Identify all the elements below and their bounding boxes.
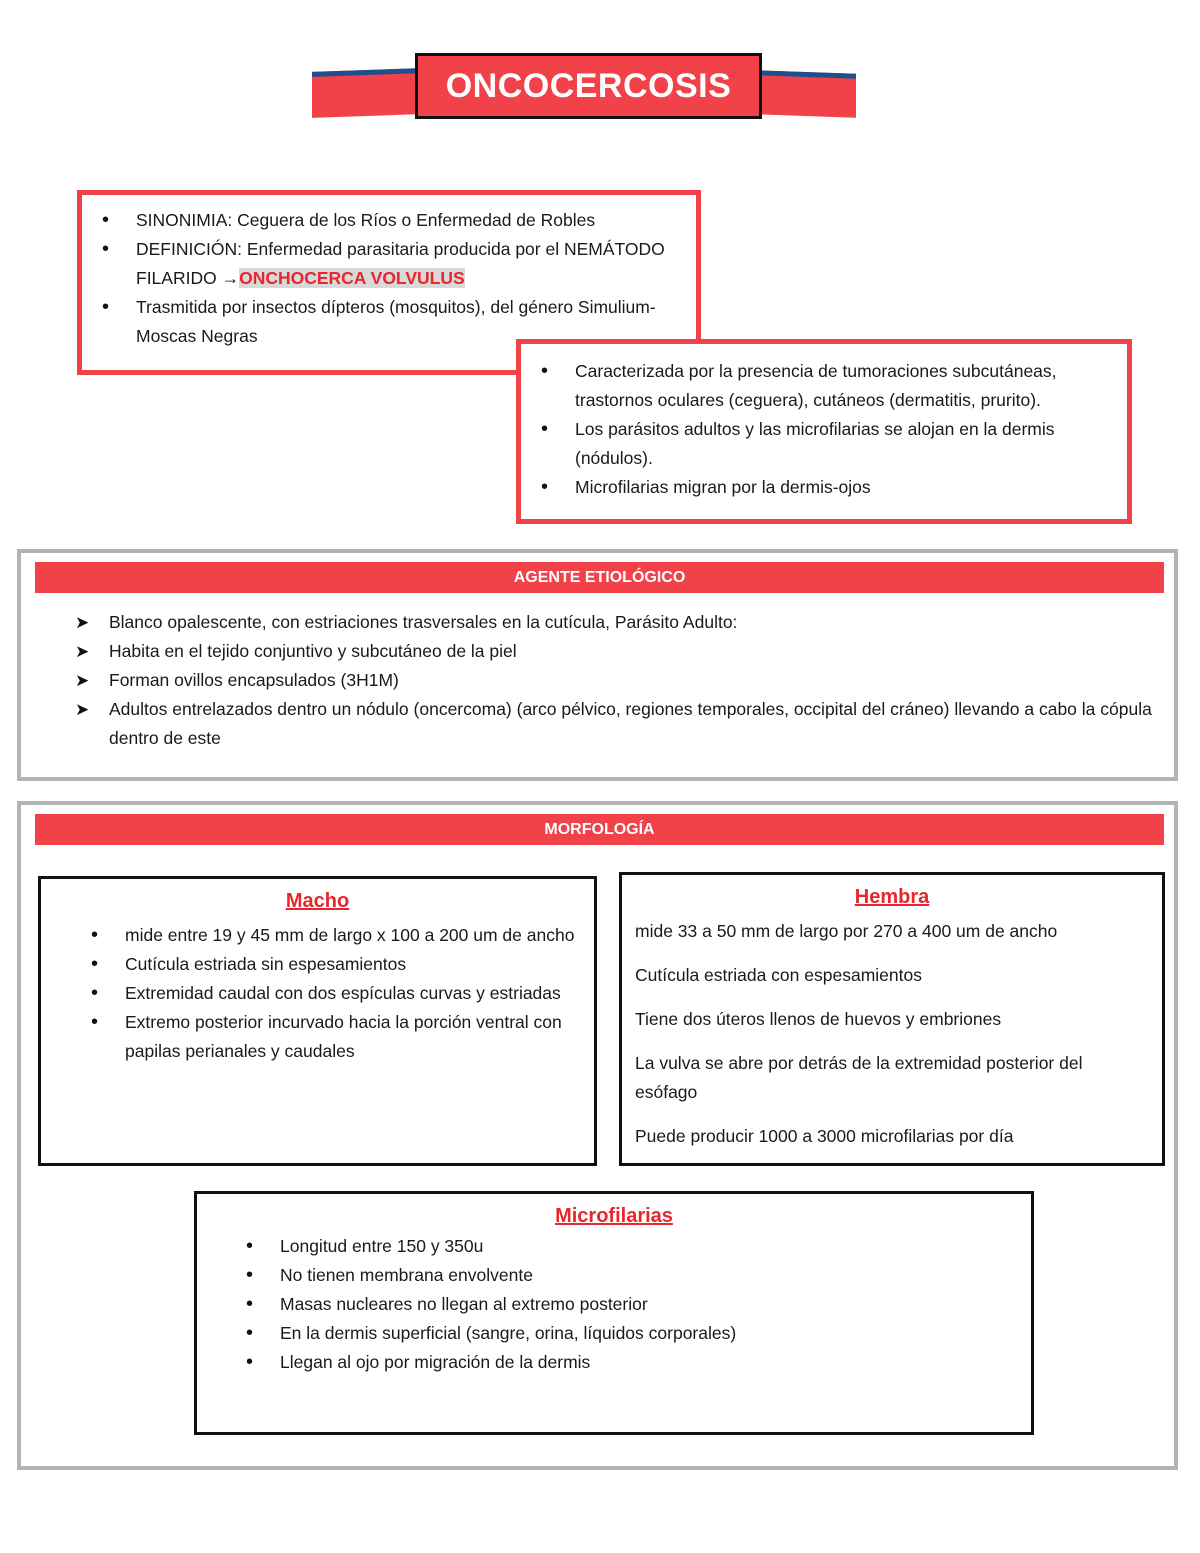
sinonimia-item: • SINONIMIA: Ceguera de los Ríos o Enfermedad de Robles — [92, 206, 686, 235]
agente-heading: AGENTE ETIOLÓGICO — [35, 562, 1164, 593]
list-item: • Extremidad caudal con dos espículas curvas y estriadas — [81, 979, 580, 1008]
list-item: • Longitud entre 150 y 350u — [236, 1232, 1031, 1261]
list-item: • Cutícula estriada sin espesamientos — [81, 950, 580, 979]
list-item: • Llegan al ojo por migración de la dermis — [236, 1348, 1031, 1377]
list-item: ➤ Blanco opalescente, con estriaciones trasversales en la cutícula, Parásito Adulto: — [73, 608, 1163, 637]
caracteristicas-box — [516, 339, 1132, 524]
hembra-box — [619, 872, 1165, 1166]
morfologia-section — [17, 801, 1178, 1470]
macho-list — [81, 921, 580, 1066]
morfologia-heading: MORFOLOGÍA — [35, 814, 1164, 845]
list-item: • mide entre 19 y 45 mm de largo x 100 a 200 um de ancho — [81, 921, 580, 950]
list-item: ➤ Forman ovillos encapsulados (3H1M) — [73, 666, 1163, 695]
macho-box — [38, 876, 597, 1166]
microfilarias-box — [194, 1191, 1034, 1435]
agente-etiologico-section — [17, 549, 1178, 781]
agente-list — [73, 608, 1163, 753]
intro-list — [92, 206, 686, 351]
caracteristicas-list — [531, 357, 1117, 502]
microfilarias-list — [236, 1232, 1031, 1377]
species-highlight: ONCHOCERCA VOLVULUS — [239, 268, 465, 288]
list-item: • Masas nucleares no llegan al extremo posterior — [236, 1290, 1031, 1319]
list-item: • No tienen membrana envolvente — [236, 1261, 1031, 1290]
arrow-right-icon: → — [221, 268, 240, 288]
list-item: Cutícula estriada con espesamientos — [635, 965, 922, 985]
page-title: ONCOCERCOSIS — [415, 53, 762, 119]
list-item: La vulva se abre por detrás de la extremidad posterior del esófago — [635, 1053, 1083, 1102]
hembra-list — [622, 917, 1162, 1151]
list-item: • Caracterizada por la presencia de tumoraciones subcutáneas, trastornos oculares (ceguera), cutáneos (dermatitis, prurito). — [531, 357, 1117, 415]
list-item: • En la dermis superficial (sangre, orina, líquidos corporales) — [236, 1319, 1031, 1348]
list-item: ➤ Adultos entrelazados dentro un nódulo (oncercoma) (arco pélvico, regiones temporales, occipital del cráneo) llevando a cabo la cópula dentro de este — [73, 695, 1163, 753]
hembra-title: Hembra — [854, 886, 930, 908]
title-ribbon-left — [312, 68, 420, 118]
list-item: ➤ Habita en el tejido conjuntivo y subcutáneo de la piel — [73, 637, 1163, 666]
list-item: mide 33 a 50 mm de largo por 270 a 400 um de ancho — [635, 921, 1058, 941]
list-item: • Extremo posterior incurvado hacia la porción ventral con papilas perianales y caudales — [81, 1008, 580, 1066]
list-item: Tiene dos úteros llenos de huevos y embriones — [635, 1009, 1002, 1029]
list-item: Puede producir 1000 a 3000 microfilarias por día — [635, 1126, 1014, 1146]
microfilarias-title: Microfilarias — [555, 1205, 673, 1227]
list-item: • Los parásitos adultos y las microfilarias se alojan en la dermis (nódulos). — [531, 415, 1117, 473]
title-ribbon-right — [756, 70, 856, 117]
trasmision-item: • Trasmitida por insectos dípteros (mosquitos), del género Simulium-Moscas Negras — [92, 293, 686, 351]
macho-title: Macho — [285, 890, 350, 912]
definicion-text: DEFINICIÓN: Enfermedad parasitaria producida por el NEMÁTODO FILARIDO — [136, 239, 665, 288]
list-item: • Microfilarias migran por la dermis-ojos — [531, 473, 1117, 502]
definicion-item — [92, 235, 686, 293]
